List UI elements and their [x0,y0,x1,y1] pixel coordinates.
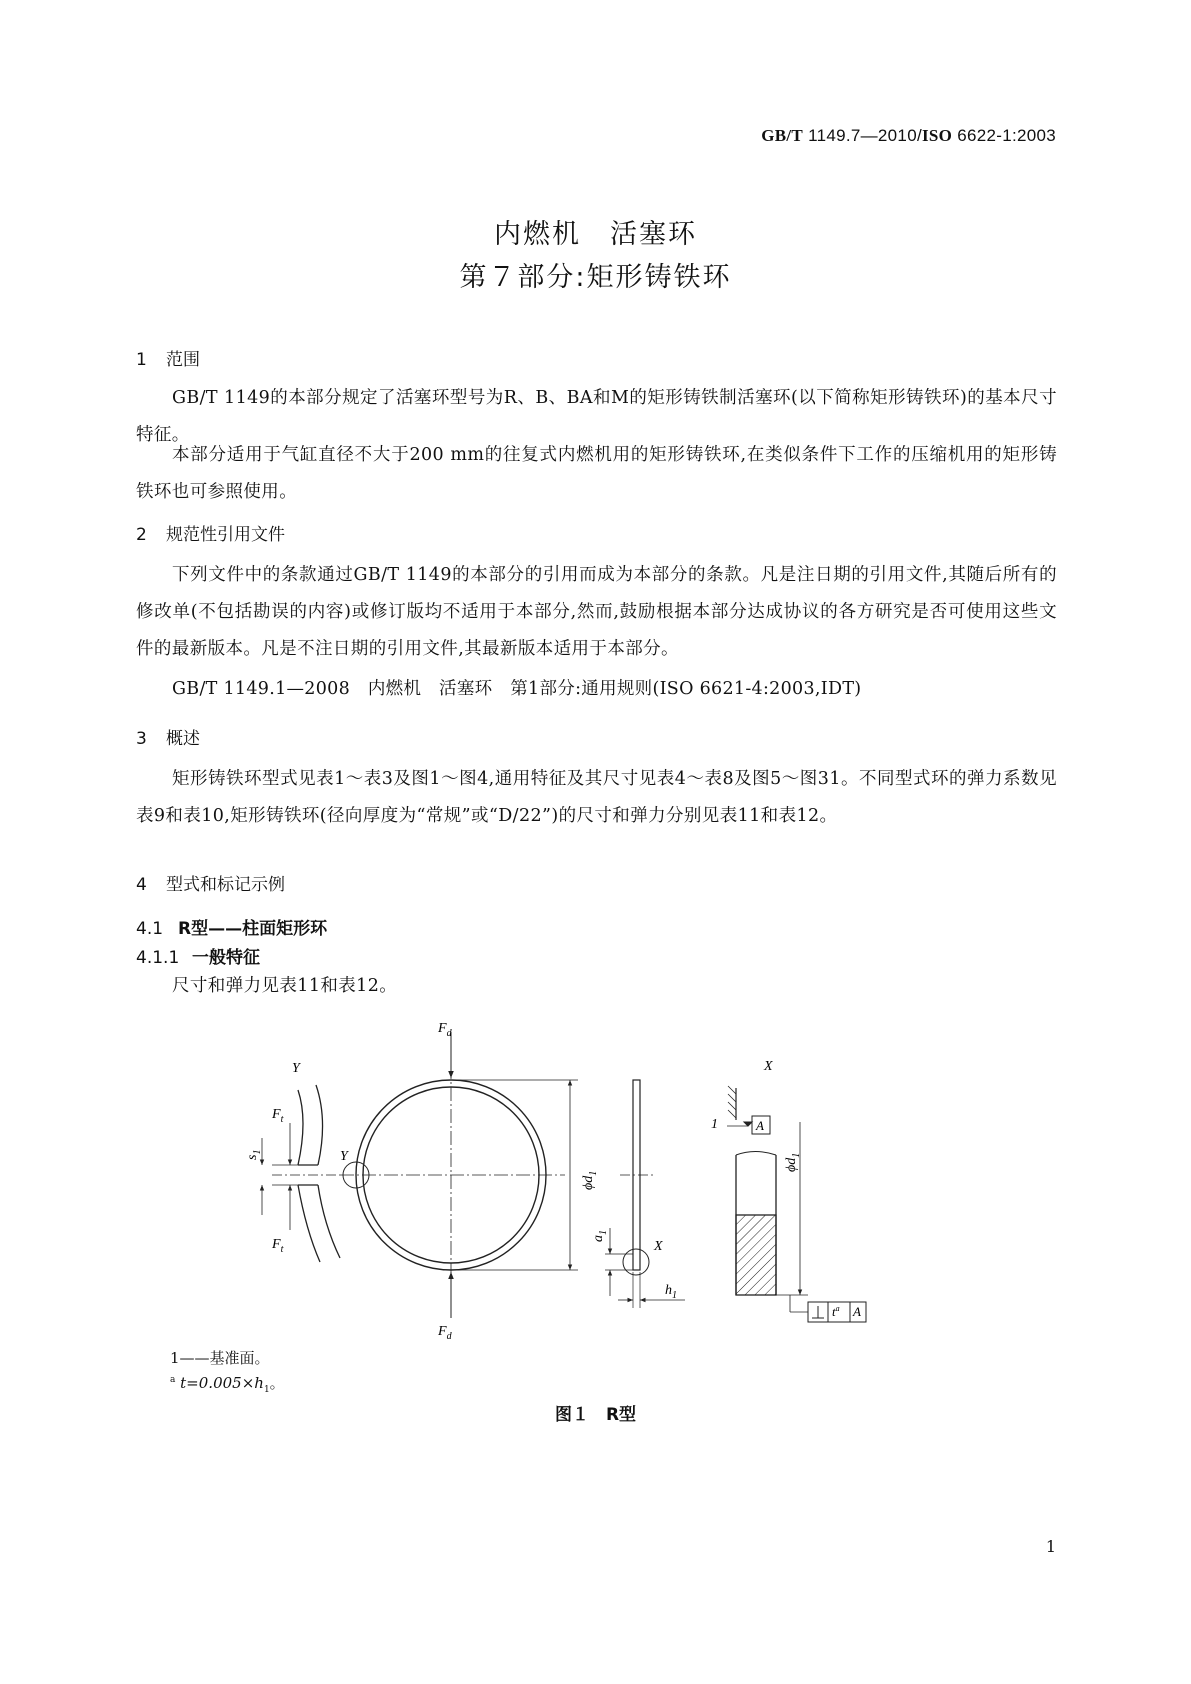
label-datum-a: A [756,1118,764,1133]
label-a1-main: a [591,1235,606,1242]
section-4-1-title: R型——柱面矩形环 [178,919,328,939]
section-detail-x [727,1086,866,1322]
label-tolerance-sup: a [835,1304,840,1313]
label-tolerance-a: A [853,1304,861,1319]
label-fd-bottom-main: F [438,1324,447,1339]
label-fd-bottom [437,1324,453,1340]
section-4-1-1-title: 一般特征 [192,948,260,968]
label-a1-sub: 1 [598,1230,609,1235]
label-phi-d1-ring-main: ϕd [581,1175,596,1190]
section-4-1-heading [136,914,327,939]
label-ft-top [271,1107,284,1125]
figure-note-2-text: t=0.005×h [180,1374,264,1392]
label-h1 [665,1283,677,1301]
figure-note-1: 1——基准面。 [170,1349,270,1367]
label-ft-bottom [271,1237,284,1255]
standard-middle: 1149.7—2010/ [808,126,922,145]
label-s1-main: s [245,1154,260,1160]
label-ft-bottom-sub: t [280,1244,284,1255]
label-a1 [591,1230,609,1242]
label-y-detail: Y [292,1061,300,1076]
section-4-title: 型式和标记示例 [166,875,285,895]
label-phi-d1-ring-sub: 1 [588,1170,599,1176]
section-4-heading [136,870,285,895]
label-x-side: X [654,1239,663,1254]
section-1-paragraph-2: 本部分适用于气缸直径不大于200 mm的往复式内燃机用的矩形铸铁环,在类似条件下工作的压缩机用的矩形铸铁环也可参照使用。 [136,445,1057,502]
label-datum-number: 1 [711,1117,718,1132]
section-2-number: 2 [136,525,147,545]
label-y-ring: Y [340,1149,348,1164]
label-ft-top-main: F [272,1107,281,1122]
label-s1 [245,1150,263,1160]
figure-note-2-sup: a [170,1375,176,1385]
label-fd-top [437,1021,453,1039]
label-phi-d1-ring [581,1171,599,1190]
section-1-heading [136,345,200,370]
label-ft-top-sub: t [280,1114,284,1125]
figure-1-drawing [0,1010,1191,1340]
label-tolerance-t-main: t [832,1304,836,1319]
standard-number [761,126,1056,146]
figure-1-caption: 图１ R型 [554,1405,637,1425]
label-h1-main: h [665,1283,672,1298]
section-2-paragraph-1: 下列文件中的条款通过GB/T 1149的本部分的引用而成为本部分的条款。凡是注日期的引用文件,其随后所有的修改单(不包括勘误的内容)或修订版均不适用于本部分,然而,鼓励根据本部分达成协议的各方研究是否可使用这些文件的最新版本。凡是不注日期的引用文件,其最新版本适用于本部分。 [136,565,1057,659]
label-fd-top-main: F [438,1021,447,1036]
iso-suffix: 6622-1:2003 [957,126,1056,145]
section-4-number: 4 [136,875,147,895]
title-line-2: 第７部分:矩形铸铁环 [459,262,732,293]
section-4-1-number: 4.1 [136,919,164,939]
section-4-1-1-number: 4.1.1 [136,948,180,968]
title-line-1: 内燃机 活塞环 [494,219,697,250]
section-3-number: 3 [136,729,147,749]
label-ft-bottom-main: F [272,1237,281,1252]
section-4-1-1-heading [136,943,260,968]
ring-side-view [605,1080,685,1308]
figure-note-2-sub: 1 [263,1385,270,1395]
section-2-title: 规范性引用文件 [166,525,285,545]
iso-prefix: ISO [921,126,953,145]
section-3-paragraph-1: 矩形铸铁环型式见表1～表3及图1～图4,通用特征及其尺寸见表4～表8及图5～图31。不同型式环的弹力系数见表9和表10,矩形铸铁环(径向厚度为“常规”或“D/22”)的尺寸和弹力分别见表11和表12。 [136,769,1057,826]
section-3-heading [136,724,200,749]
page-number: 1 [1045,1537,1056,1556]
ring-main-view [340,1032,578,1318]
label-fd-bottom-sub: d [446,1331,452,1340]
label-phi-d1-detail-main: ϕd [784,1157,799,1172]
section-4-1-1-text: 尺寸和弹力见表11和表12。 [172,976,398,996]
label-s1-sub: 1 [252,1149,263,1155]
section-1-number: 1 [136,350,147,370]
section-1-paragraph-1: GB/T 1149的本部分规定了活塞环型号为R、B、BA和M的矩形铸铁制活塞环(以下简称矩形铸铁环)的基本尺寸特征。 [136,388,1057,445]
normative-reference: GB/T 1149.1—2008 内燃机 活塞环 第1部分:通用规则(ISO 6621-4:2003,IDT) [172,679,862,699]
section-1-title: 范围 [166,350,200,370]
label-phi-d1-detail-sub: 1 [791,1152,802,1158]
label-phi-d1-detail [784,1153,802,1172]
figure-note-2 [170,1372,285,1395]
label-x-detail: X [764,1059,773,1074]
label-fd-top-sub: d [446,1028,452,1039]
figure-note-2-end: 。 [269,1374,285,1392]
section-3-title: 概述 [166,729,200,749]
standard-prefix: GB/T [761,126,804,145]
label-h1-sub: 1 [672,1290,677,1301]
section-2-heading [136,520,285,545]
label-tolerance-t [832,1304,840,1319]
